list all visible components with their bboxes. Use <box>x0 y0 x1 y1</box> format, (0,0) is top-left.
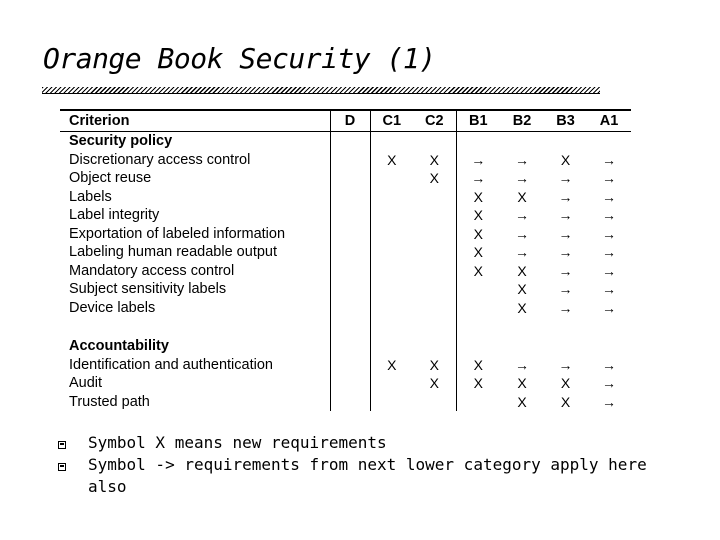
requirement-mark <box>370 374 413 393</box>
table-row <box>60 374 631 393</box>
requirement-mark <box>413 225 456 244</box>
requirement-mark: X <box>517 281 527 297</box>
requirement-mark: → <box>515 151 529 168</box>
spacer-cell <box>60 317 330 337</box>
empty-cell <box>587 132 631 151</box>
requirement-mark: → <box>602 356 616 373</box>
table-row <box>60 262 631 281</box>
bullet-item <box>56 432 686 454</box>
requirement-mark: → <box>456 151 500 170</box>
criterion-label: Trusted path <box>69 393 150 410</box>
requirement-mark: → <box>558 170 573 186</box>
criterion-label: Identification and authentication <box>69 356 273 373</box>
requirement-mark: → <box>602 393 616 410</box>
column-header-b1: B1 <box>456 110 500 132</box>
section-heading: Security policy <box>69 133 173 149</box>
table-row <box>60 243 631 262</box>
empty-cell <box>456 337 500 356</box>
requirement-mark <box>370 393 413 412</box>
requirement-mark: X <box>429 170 439 186</box>
empty-cell <box>370 132 413 151</box>
spacer-cell <box>587 317 631 337</box>
empty-cell <box>413 337 456 356</box>
column-header-c2: C2 <box>413 110 456 132</box>
spacer-cell <box>500 317 544 337</box>
requirement-mark: → <box>602 262 616 279</box>
requirement-mark <box>370 262 413 281</box>
requirement-mark: → <box>558 262 573 279</box>
criterion-label: Label integrity <box>69 207 160 223</box>
requirement-mark: → <box>602 281 616 297</box>
criterion-label: Exportation of labeled information <box>69 225 286 242</box>
empty-cell <box>587 337 631 356</box>
column-header-d: D <box>330 110 370 132</box>
criteria-table-container <box>60 109 631 431</box>
requirement-mark <box>370 243 413 262</box>
requirement-mark: → <box>602 225 616 242</box>
requirement-mark: X <box>517 393 527 410</box>
column-header-criterion: Criterion <box>60 110 330 132</box>
requirement-mark: X <box>560 393 571 410</box>
table-row <box>60 206 631 225</box>
table-row <box>60 169 631 188</box>
criterion-label: Discretionary access control <box>69 151 251 168</box>
column-header-b2: B2 <box>500 110 544 132</box>
checkbox-bullet-icon <box>58 441 66 449</box>
criterion-label: Object reuse <box>69 170 152 186</box>
criterion-label: Device labels <box>69 299 156 316</box>
table-row <box>60 356 631 375</box>
requirement-mark: X <box>370 356 413 375</box>
criterion-label: Subject sensitivity labels <box>69 281 227 297</box>
spacer-cell <box>456 317 500 337</box>
requirement-mark <box>413 243 456 262</box>
spacer-cell <box>370 317 413 337</box>
bullet-item <box>56 454 686 498</box>
requirement-mark: X <box>429 151 439 168</box>
requirement-mark: → <box>558 281 573 297</box>
empty-cell <box>500 337 544 356</box>
table-row <box>60 225 631 244</box>
requirement-mark <box>330 225 370 244</box>
requirement-mark <box>413 280 456 299</box>
bullet-text-inherited-requirements: Symbol -> requirements from next lower category apply here also <box>88 455 647 496</box>
requirement-mark <box>330 374 370 393</box>
empty-cell <box>500 132 544 151</box>
requirement-mark <box>330 262 370 281</box>
criteria-table <box>60 109 631 411</box>
requirement-mark <box>456 299 500 318</box>
requirement-mark: X <box>429 356 439 373</box>
requirement-mark: X <box>456 374 500 393</box>
requirement-mark <box>370 169 413 188</box>
requirement-mark <box>413 262 456 281</box>
empty-cell <box>413 132 456 151</box>
requirement-mark: → <box>558 356 573 373</box>
requirement-mark: X <box>517 188 527 205</box>
requirement-mark: → <box>602 151 616 168</box>
table-row <box>60 299 631 318</box>
requirement-mark: → <box>558 299 573 316</box>
requirement-mark: → <box>515 244 529 260</box>
title-divider <box>42 87 600 94</box>
requirement-mark: → <box>515 207 529 223</box>
spacer-cell <box>413 317 456 337</box>
requirement-mark: X <box>456 356 500 375</box>
section-spacer-row <box>60 317 631 337</box>
requirement-mark <box>456 280 500 299</box>
table-row <box>60 393 631 412</box>
legend-bullets <box>56 432 686 498</box>
requirement-mark <box>370 206 413 225</box>
empty-cell <box>330 132 370 151</box>
requirement-mark: → <box>515 170 529 186</box>
requirement-mark <box>413 206 456 225</box>
requirement-mark: → <box>602 375 616 391</box>
criterion-label: Audit <box>69 375 103 391</box>
requirement-mark: → <box>558 244 573 260</box>
criterion-label: Mandatory access control <box>69 262 235 279</box>
checkbox-bullet-icon <box>58 463 66 471</box>
requirement-mark: X <box>456 262 500 281</box>
requirement-mark: → <box>602 207 616 223</box>
table-row <box>60 280 631 299</box>
requirement-mark <box>330 356 370 375</box>
requirement-mark: X <box>456 243 500 262</box>
criteria-table-body <box>60 132 631 412</box>
requirement-mark: → <box>456 169 500 188</box>
bullet-text-new-requirements: Symbol X means new requirements <box>88 433 387 452</box>
spacer-cell <box>544 317 587 337</box>
requirement-mark: X <box>517 375 527 391</box>
requirement-mark <box>330 188 370 207</box>
empty-cell <box>544 337 587 356</box>
requirement-mark: X <box>456 206 500 225</box>
criterion-label: Labels <box>69 188 112 205</box>
requirement-mark <box>330 206 370 225</box>
requirement-mark <box>330 169 370 188</box>
empty-cell <box>370 337 413 356</box>
column-header-b3: B3 <box>544 110 587 132</box>
requirement-mark <box>413 299 456 318</box>
requirement-mark <box>330 151 370 170</box>
table-header-row <box>60 110 631 132</box>
requirement-mark: X <box>429 375 439 391</box>
table-row <box>60 151 631 170</box>
requirement-mark: → <box>602 299 616 316</box>
requirement-mark: X <box>370 151 413 170</box>
requirement-mark <box>413 393 456 412</box>
requirement-mark: X <box>517 262 527 279</box>
requirement-mark <box>370 188 413 207</box>
requirement-mark <box>370 225 413 244</box>
requirement-mark <box>330 299 370 318</box>
requirement-mark: → <box>558 225 573 242</box>
requirement-mark: → <box>515 356 529 373</box>
column-header-a1: A1 <box>587 110 631 132</box>
requirement-mark: X <box>456 188 500 207</box>
empty-cell <box>544 132 587 151</box>
requirement-mark <box>330 280 370 299</box>
table-row <box>60 188 631 207</box>
requirement-mark: X <box>560 375 571 391</box>
requirement-mark: X <box>560 151 571 168</box>
criterion-label: Labeling human readable output <box>69 244 277 260</box>
column-header-c1: C1 <box>370 110 413 132</box>
section-heading-row <box>60 337 631 356</box>
requirement-mark: → <box>602 244 616 260</box>
page-title: Orange Book Security (1) <box>43 42 436 75</box>
requirement-mark: → <box>558 207 573 223</box>
empty-cell <box>456 132 500 151</box>
section-heading: Accountability <box>69 338 169 354</box>
requirement-mark: X <box>517 299 527 316</box>
requirement-mark <box>413 188 456 207</box>
requirement-mark <box>370 280 413 299</box>
requirement-mark <box>370 299 413 318</box>
requirement-mark <box>456 393 500 412</box>
requirement-mark <box>330 393 370 412</box>
requirement-mark: → <box>602 188 616 205</box>
requirement-mark <box>330 243 370 262</box>
requirement-mark: → <box>602 170 616 186</box>
empty-cell <box>330 337 370 356</box>
section-heading-row <box>60 132 631 151</box>
requirement-mark: X <box>456 225 500 244</box>
requirement-mark: → <box>515 225 529 242</box>
requirement-mark: → <box>558 188 573 205</box>
spacer-cell <box>330 317 370 337</box>
